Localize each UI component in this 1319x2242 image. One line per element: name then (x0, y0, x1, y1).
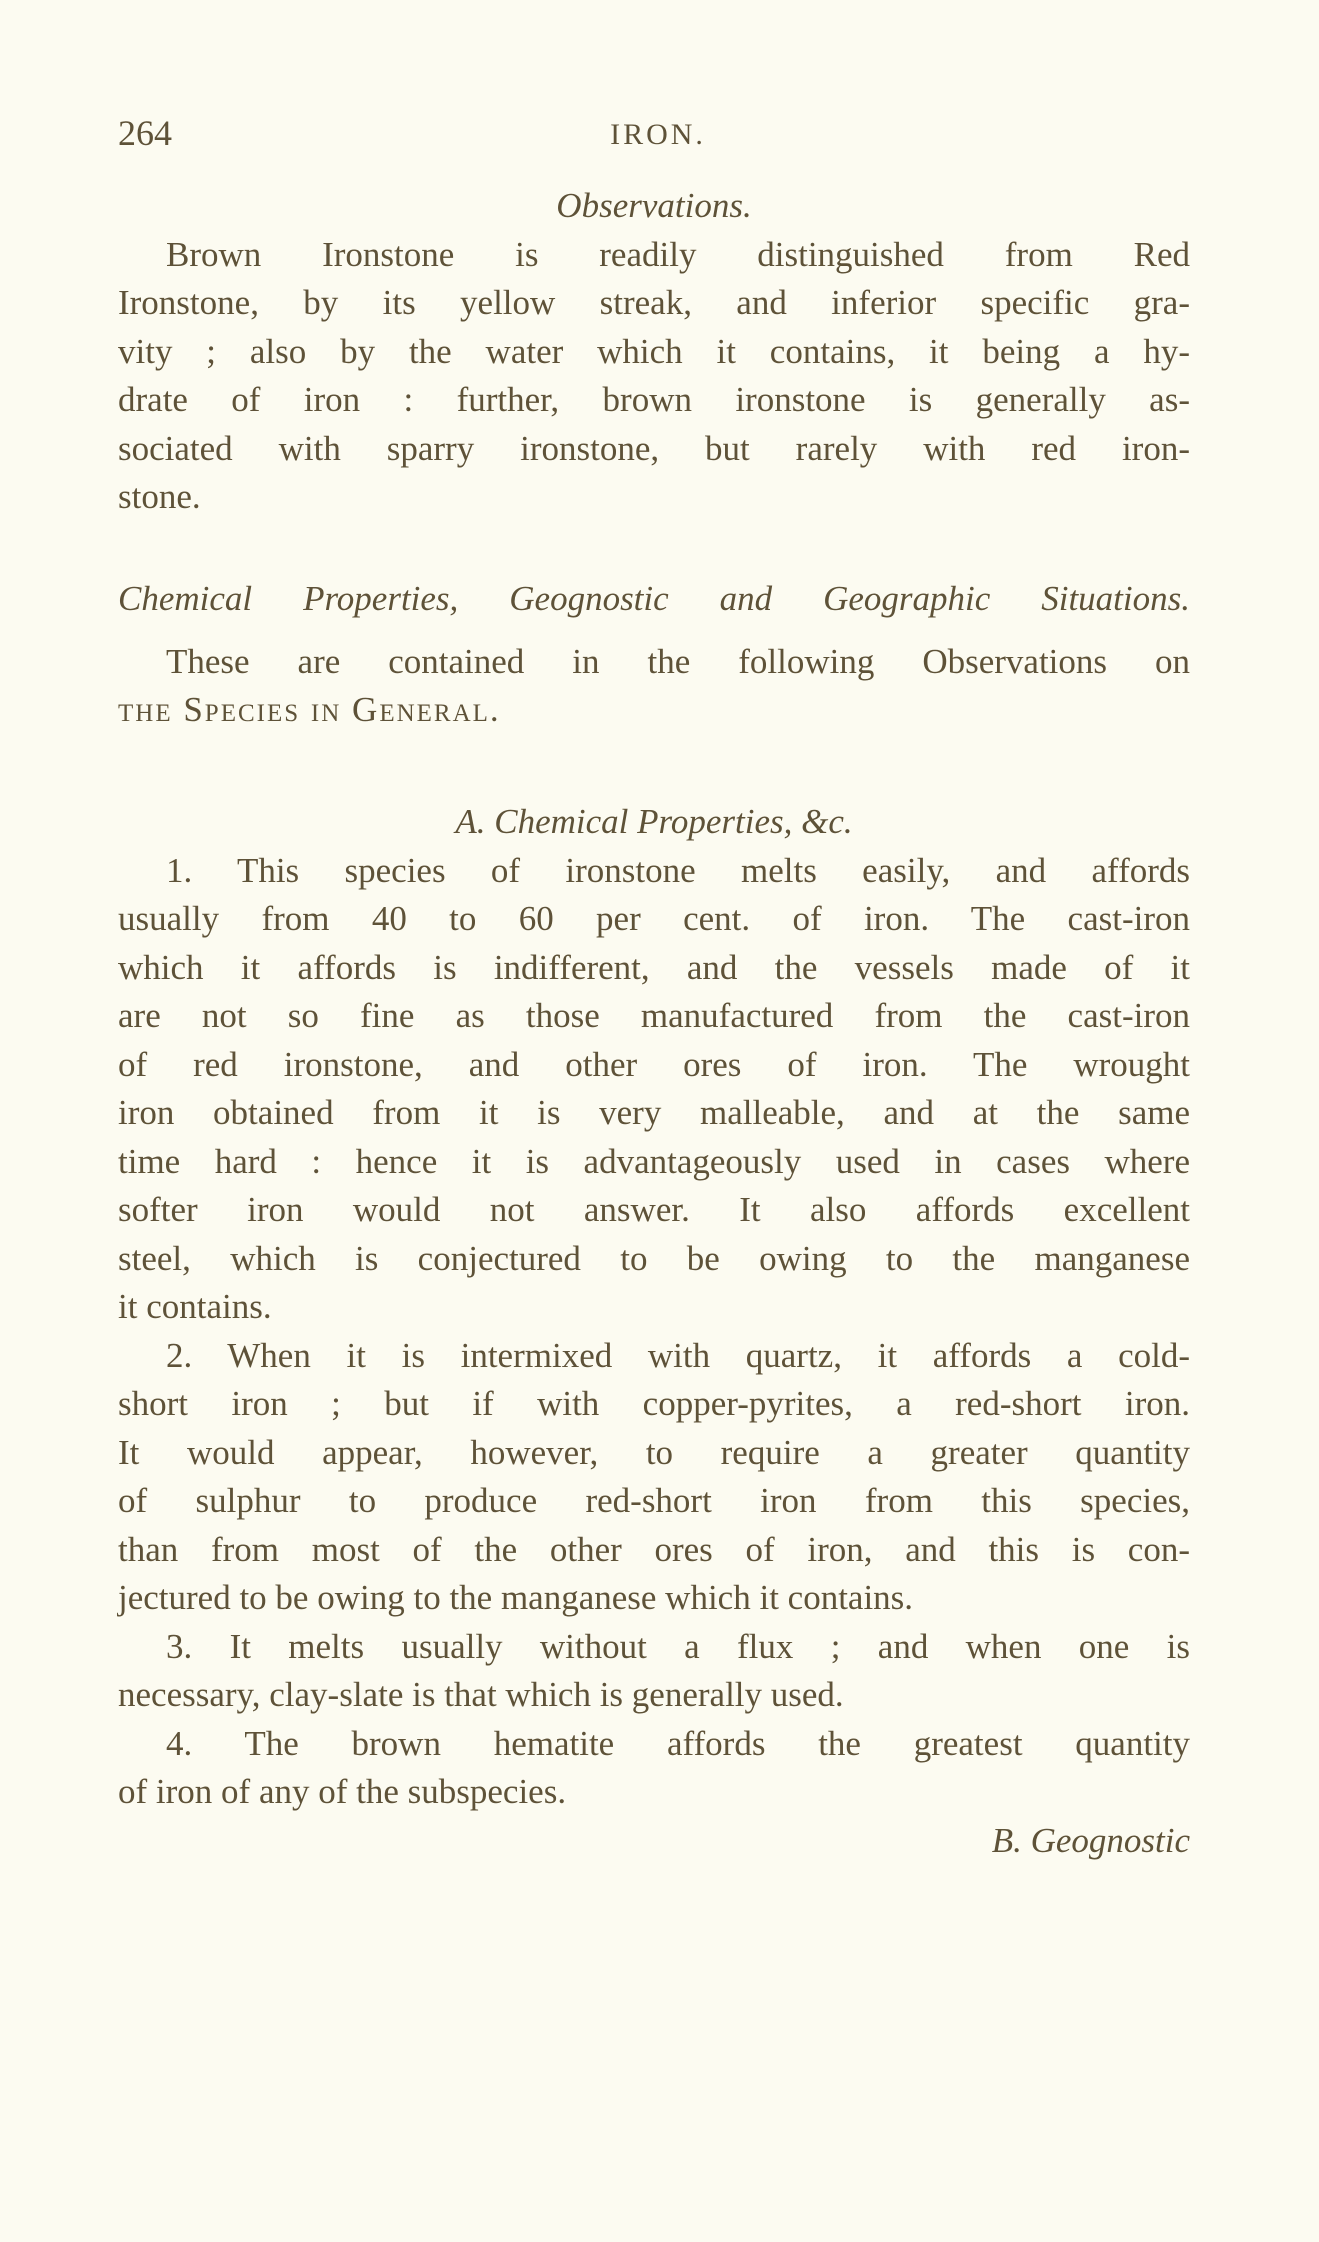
text-line: time hard : hence it is advantageously used in cases where (118, 1141, 1190, 1181)
section-a-heading: A. Chemical Properties, &c. (455, 802, 853, 841)
text-line: it contains. (118, 1287, 272, 1326)
chemical-heading: Chemical Properties, Geognostic and Geographic Situations. (118, 579, 1190, 618)
text-line: drate of iron : further, brown ironstone is generally as- (118, 380, 1190, 419)
text-line: These are contained in the following Observations on (166, 641, 1190, 681)
text-line: Ironstone, by its yellow streak, and inferior specific gra- (118, 283, 1190, 322)
text-line: the Species in General. (118, 690, 501, 729)
section-a (118, 798, 1190, 1865)
text-line: than from most of the other ores of iron, and this is con- (118, 1529, 1190, 1569)
text-line: of red ironstone, and other ores of iron. The wrought (118, 1044, 1190, 1084)
text-line: 3. It melts usually without a flux ; and when one is (166, 1626, 1190, 1666)
page-number: 264 (118, 113, 172, 153)
text-line: short iron ; but if with copper-pyrites, a red-short iron. (118, 1384, 1190, 1423)
text-line: are not so fine as those manufactured from the cast-iron (118, 996, 1190, 1035)
text-line: vity ; also by the water which it contains, it being a hy- (118, 331, 1190, 371)
running-head: IRON. (610, 118, 706, 151)
catchword: B. Geognostic (991, 1820, 1190, 1860)
chemical-section (118, 575, 1190, 735)
text-line: It would appear, however, to require a greater quantity (118, 1432, 1190, 1472)
text-line: softer iron would not answer. It also affords excellent (118, 1190, 1190, 1229)
text-line: stone. (118, 477, 201, 516)
observations-section (118, 182, 1190, 522)
text-line: of iron of any of the subspecies. (118, 1772, 567, 1811)
text-line: iron obtained from it is very malleable, and at the same (118, 1093, 1190, 1132)
text-line: 1. This species of ironstone melts easily, and affords (166, 850, 1190, 890)
text-line: necessary, clay-slate is that which is generally used. (118, 1675, 844, 1714)
page-header (118, 112, 1198, 162)
text-line: 2. When it is intermixed with quartz, it affords a cold- (166, 1335, 1190, 1375)
text-line: of sulphur to produce red-short iron from this species, (118, 1481, 1190, 1520)
text-line: steel, which is conjectured to be owing to the manganese (118, 1238, 1190, 1278)
text-line: 4. The brown hematite affords the greatest quantity (166, 1723, 1190, 1763)
text-line: usually from 40 to 60 per cent. of iron. The cast-iron (118, 899, 1190, 938)
text-line: Brown Ironstone is readily distinguished from Red (166, 234, 1190, 274)
observations-heading: Observations. (556, 186, 752, 225)
text-line: sociated with sparry ironstone, but rarely with red iron- (118, 428, 1190, 468)
text-line: which it affords is indifferent, and the vessels made of it (118, 947, 1190, 987)
text-line: jectured to be owing to the manganese which it contains. (118, 1578, 914, 1617)
